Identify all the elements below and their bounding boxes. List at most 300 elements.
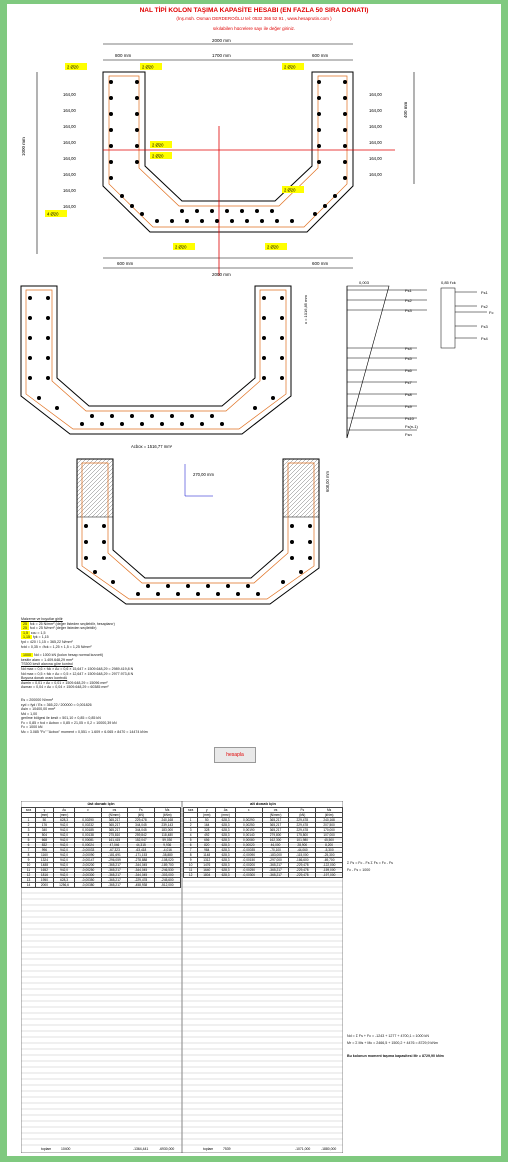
balance-line-2: Mr = Σ Ms + Mc = 2466,5 + 1500,2 + 4476 = 8729,9 kNm <box>347 1041 438 1045</box>
col-header-as-r: As <box>216 808 236 813</box>
fck-input[interactable]: 25 <box>23 621 27 626</box>
table-cell: 101,980 <box>289 838 316 843</box>
results-table-area <box>21 801 343 1153</box>
table-cell: -0,00090 <box>235 853 262 858</box>
table-cell: 628,3 <box>216 818 236 823</box>
table-cell: 628,3 <box>216 873 236 878</box>
col-header-sira-r: sıra <box>184 808 198 813</box>
table-cell: 1804 <box>198 873 216 878</box>
calc-line-6: fyd = 420 / 1,15 = 365,22 N/mm² <box>21 639 73 644</box>
rebar-label-9: 2 Ø20 <box>267 244 279 250</box>
table-cell: -181,691 <box>101 853 127 858</box>
total-fs-right: -1071,000 <box>295 1147 311 1151</box>
right-force-1: Fs1 <box>481 290 488 295</box>
table-cell: -278,888 <box>128 858 154 863</box>
calc-line-7: fctd = 0,35 × √fck = 1,25 × 1,5 = 1,25 N/mm² <box>21 644 92 649</box>
table-cell: 1148 <box>198 853 216 858</box>
rebar-label-2: 2 Ø20 <box>67 64 79 70</box>
total-label-right: toplam <box>203 1147 214 1151</box>
calculate-button[interactable]: hesapla <box>214 747 256 763</box>
table-cell: 12 <box>184 873 198 878</box>
dim-right-flange: 600 mm <box>312 53 329 58</box>
table-cell: -0,00200 <box>75 863 101 868</box>
table-cell: 365,217 <box>262 823 289 828</box>
table-cell: 628,3 <box>216 843 236 848</box>
table-cell: 10 <box>22 863 36 868</box>
channel-outline-2 <box>21 286 291 434</box>
force-6: Fs6 <box>405 368 412 373</box>
force-10: Fs10 <box>405 416 414 421</box>
table-cell: 365,217 <box>101 823 127 828</box>
table-cell: 0,00290 <box>235 818 262 823</box>
table-cell: -229,478 <box>289 863 316 868</box>
table-cell: -0,00380 <box>75 883 101 888</box>
unit-cell: (N/mm²) <box>262 813 289 818</box>
total-label-left: toplam <box>41 1147 52 1151</box>
table-cell: -4,016 <box>154 848 180 853</box>
table-cell: -365,217 <box>101 878 127 883</box>
table-cell: 279,800 <box>262 833 289 838</box>
table-cell: -246,530 <box>154 868 180 873</box>
table-cell: 365,217 <box>262 828 289 833</box>
table-cell: 152,047 <box>128 838 154 843</box>
table-cell: 492 <box>198 833 216 838</box>
table-right-body <box>184 818 343 878</box>
force-n: Fsn <box>405 432 412 437</box>
table-cell: -365,217 <box>262 868 289 873</box>
calc-line-9: kesitin alanı = 1.409.648,29 mm² <box>21 657 74 662</box>
total-ms-right: -1880,000 <box>321 1147 337 1151</box>
table-cell: -0,00300 <box>75 873 101 878</box>
left-value-7: 164,00 <box>63 188 76 193</box>
section-drawing-2 <box>7 278 501 453</box>
calculation-block <box>21 617 261 735</box>
dim-bottom-right: 600 mm <box>312 261 329 266</box>
table-cell: 0,00024 <box>75 843 101 848</box>
col-header-ms: Ms <box>154 808 180 813</box>
calc-line-18: Asin = 10400,00 mm² <box>21 707 56 712</box>
unit-cell: (kN) <box>289 813 316 818</box>
table-cell: 239,143 <box>154 823 180 828</box>
total-ms-left: -6930,000 <box>159 1147 175 1151</box>
table-left-body <box>22 818 181 888</box>
table-cell: 229,478 <box>289 828 316 833</box>
table-cell: 942,0 <box>53 838 75 843</box>
force-n-1: Fs(n-1) <box>405 424 418 429</box>
table-cell: 1950 <box>36 878 54 883</box>
table-cell: 1816 <box>36 873 54 878</box>
col-header-eps-r: ε <box>235 808 262 813</box>
table-cell: 0,00290 <box>75 818 101 823</box>
table-cell: -344,045 <box>128 873 154 878</box>
table-cell: 259,842 <box>128 833 154 838</box>
stress-label: 0,85 f'ck <box>441 280 456 285</box>
table-cell: 942,0 <box>53 863 75 868</box>
table-cell: 340 <box>36 828 54 833</box>
table-cell: -0,00035 <box>235 848 262 853</box>
table-cell: -186,600 <box>289 858 316 863</box>
unit-cell: (kN) <box>128 813 154 818</box>
rebar-label-4: 2 Ø20 <box>152 153 164 159</box>
force-3: Fs3 <box>405 308 412 313</box>
col-header-eps: ε <box>75 808 101 813</box>
rebar-label-3: 2 Ø20 <box>152 142 164 148</box>
rebar-label-8: 2 Ø20 <box>175 244 187 250</box>
force-5: Fs5 <box>405 356 412 361</box>
table-left-grid <box>21 807 181 888</box>
table-cell: -67,323 <box>101 848 127 853</box>
table-cell: 0,00232 <box>75 823 101 828</box>
table-row <box>184 873 343 878</box>
table-cell: 1312 <box>198 858 216 863</box>
section3-dim-2: 608,00 mm <box>325 471 330 492</box>
table-cell: 240,168 <box>154 818 180 823</box>
right-value-6: 164,00 <box>369 172 382 177</box>
table-cell: 3 <box>184 828 198 833</box>
table-cell: 628,3 <box>53 878 75 883</box>
table-cell: 183,000 <box>154 828 180 833</box>
table-right-grid <box>183 807 343 878</box>
table-cell: 240,168 <box>316 818 343 823</box>
channel-inner-3 <box>82 463 314 599</box>
table-cell: 1640 <box>198 868 216 873</box>
table-cell: 28,900 <box>289 843 316 848</box>
table-cell: -245,600 <box>154 878 180 883</box>
table-cell: 164 <box>198 823 216 828</box>
table-cell: 5 <box>22 838 36 843</box>
input-note: sıkılabilen hücrelere sayı ile değer giriniz. <box>212 26 296 31</box>
strain-value: 0,003 <box>359 280 370 285</box>
table-cell: -70,100 <box>262 848 289 853</box>
col-header-sira: sıra <box>22 808 36 813</box>
table-cell: -0,00250 <box>75 868 101 873</box>
left-value-3: 164,00 <box>63 124 76 129</box>
calc-line-3: 25 fcd = 25 N/mm² (değer listeden seçilebilir) <box>23 626 97 631</box>
table-cell: 47,046 <box>101 843 127 848</box>
calc-line-10: TS500 kesit alanına göre kontrol <box>21 662 73 667</box>
table-cell: 3 <box>22 828 36 833</box>
table-cell: -297,000 <box>262 858 289 863</box>
table-cell: 0,00138 <box>75 833 101 838</box>
table-cell: -365,217 <box>101 883 127 888</box>
force-2: Fs2 <box>405 298 412 303</box>
left-value-4: 164,00 <box>63 140 76 145</box>
dim-total-width: 2000 mm <box>212 38 231 43</box>
table-cell: 10 <box>184 863 198 868</box>
col-header-as: As <box>53 808 75 813</box>
channel-inner-2 <box>26 290 286 429</box>
table-cell: -122,000 <box>316 863 343 868</box>
table-cell: 46,000 <box>262 843 289 848</box>
section-drawing-3 <box>7 454 501 614</box>
table-cell: -0,00250 <box>235 868 262 873</box>
fcd-input[interactable]: 25 <box>23 626 27 631</box>
right-value-4: 164,00 <box>369 140 382 145</box>
table-cell: -296,059 <box>101 858 127 863</box>
table-cell: 9 <box>22 858 36 863</box>
neutral-axis-label: x = 1016,85 mm <box>303 295 308 324</box>
table-cell: 942,0 <box>53 858 75 863</box>
table-cell: 2 <box>22 823 36 828</box>
table-cell: 1488 <box>36 863 54 868</box>
force-1: Fs1 <box>405 288 412 293</box>
table-cell: 628,3 <box>216 823 236 828</box>
table-cell: 942,0 <box>53 823 75 828</box>
stress-block <box>441 288 455 348</box>
table-cell: 275,810 <box>101 833 127 838</box>
table-cell: 45,500 <box>316 838 343 843</box>
table-cell: -229,478 <box>289 868 316 873</box>
table-cell: -365,217 <box>262 863 289 868</box>
table-cell: 229,478 <box>128 818 154 823</box>
table-cell: 229,478 <box>289 823 316 828</box>
table-cell: -0,00300 <box>235 873 262 878</box>
compression-zone-left <box>77 459 113 517</box>
table-cell: 628,3 <box>216 838 236 843</box>
compression-zone-right <box>283 459 319 517</box>
table-cell: -229,478 <box>289 873 316 878</box>
table-cell: 628,3 <box>216 828 236 833</box>
table-cell: -365,217 <box>101 868 127 873</box>
table-cell: 832 <box>36 843 54 848</box>
unit-cell: (N/mm²) <box>101 813 127 818</box>
force-4: Fs4 <box>405 346 412 351</box>
table-cell: -365,217 <box>101 863 127 868</box>
table-cell: 504 <box>36 833 54 838</box>
table-cell: 0,00020 <box>235 843 262 848</box>
calc-line-5: 1,15 fyk = 1,15 <box>23 635 49 640</box>
unit-cell: (kNm) <box>154 813 180 818</box>
table-cell: 942,0 <box>53 873 75 878</box>
left-value-2: 164,00 <box>63 108 76 113</box>
calc-line-22: Fc = 1000 kN <box>21 725 43 730</box>
table-cell: 942,0 <box>53 833 75 838</box>
table-cell: 229,478 <box>289 818 316 823</box>
table-cell: -115,000 <box>289 853 316 858</box>
total-as-right: 7539 <box>223 1147 231 1151</box>
table-cell: -171,153 <box>128 853 154 858</box>
table-cell: -365,217 <box>262 873 289 878</box>
table-cell: -0,00350 <box>75 878 101 883</box>
unit-cell: (mm) <box>36 813 54 818</box>
rebar-label-7: 4 Ø20 <box>47 211 59 217</box>
table-cell: 344,045 <box>128 828 154 833</box>
table-cell: 656 <box>198 838 216 843</box>
right-value-3: 164,00 <box>369 124 382 129</box>
col-header-sigma-r: σs <box>262 808 289 813</box>
author-line: (İnş.müh. Osman DERDEROĞLU tel: 0532 366 52 91 , www.hesaprutin.com ) <box>176 16 332 21</box>
table-cell: 942,0 <box>53 828 75 833</box>
right-value-5: 164,00 <box>369 156 382 161</box>
table-cell: 4 <box>184 833 198 838</box>
table-cell: 50 <box>198 818 216 823</box>
nd-input[interactable]: 1000 <box>23 653 31 658</box>
table-cell: 996 <box>36 848 54 853</box>
calc-line-11: Nd max = 0,6 × fck × Ac = 0,6 × 15,647 × 1509.648,29 = 2989.419,8 N <box>21 666 134 671</box>
unit-cell: (mm²) <box>53 813 75 818</box>
table-cell: 14 <box>22 883 36 888</box>
channel-outline-1 <box>103 72 353 232</box>
table-cell: -344,045 <box>128 868 154 873</box>
dim-left-height: 1000 mm <box>21 137 26 156</box>
table-cell: 628,3 <box>216 833 236 838</box>
table-cell: 8,200 <box>316 843 343 848</box>
calc-line-17: εyd = fyd / Es = 365,22 / 200000 = 0,001826 <box>21 702 92 707</box>
col-header-y-r: y <box>198 808 216 813</box>
calc-line-13: Boyuna donatı oranı kontrolü <box>21 676 68 681</box>
table-cell: -512,000 <box>154 883 180 888</box>
table-cell: 207,500 <box>316 823 343 828</box>
table-cell: -69,700 <box>316 858 343 863</box>
left-value-1: 164,00 <box>63 92 76 97</box>
right-force-3: Fs3 <box>481 324 488 329</box>
right-value-1: 164,00 <box>369 92 382 97</box>
table-cell: 1 <box>22 818 36 823</box>
table-cell: -197,000 <box>316 873 343 878</box>
table-cell: 5 <box>184 838 198 843</box>
ecu-input[interactable]: 1,5 <box>23 630 28 635</box>
calc-line-23: Mc = 3.085 "Fc" "Acbox" moment = 0,551 × 1.609 × 6.065 × 8470 = 14474 kNm <box>21 730 148 735</box>
calc-line-1: Malzeme ve boyutlar girilir <box>21 617 63 621</box>
table-cell: -5,300 <box>316 848 343 853</box>
table-cell: 628,3 <box>216 868 236 873</box>
table-cell: 118,480 <box>154 833 180 838</box>
right-force-2: Fs2 <box>481 304 488 309</box>
table-cell: -183,000 <box>262 853 289 858</box>
table-cell: 984 <box>198 848 216 853</box>
table-cell: 13 <box>22 878 36 883</box>
table-cell: 942,0 <box>53 848 75 853</box>
table-cell: 942,0 <box>53 868 75 873</box>
dim-left-flange: 800 mm <box>115 53 132 58</box>
calc-line-19: Md = 1,00 <box>21 711 38 716</box>
table-cell: 365,217 <box>101 828 127 833</box>
table-cell: -344,045 <box>128 863 154 868</box>
force-8: Fs8 <box>405 392 412 397</box>
dim-bottom-left: 600 mm <box>117 261 134 266</box>
table-cell: 8 <box>22 853 36 858</box>
table-cell: 50 <box>36 818 54 823</box>
table-cell: -108,020 <box>154 858 180 863</box>
table-cell: 6 <box>184 843 198 848</box>
table-cell: 668 <box>36 838 54 843</box>
table-cell: 344,045 <box>128 823 154 828</box>
table-cell: 1 <box>184 818 198 823</box>
worksheet <box>7 4 501 1156</box>
table-left-title: üst donatı için <box>87 801 115 806</box>
table-cell: 7 <box>184 848 198 853</box>
table-cell: -365,217 <box>101 873 127 878</box>
col-header-y: y <box>36 808 54 813</box>
total-fs-left: -1364,441 <box>133 1147 149 1151</box>
left-value-6: 164,00 <box>63 172 76 177</box>
table-cell: 628,3 <box>216 858 236 863</box>
dim-inner-width: 1700 mm <box>212 53 231 58</box>
right-force-c: Fc <box>489 310 494 315</box>
table-cell: -303,000 <box>154 873 180 878</box>
calc-line-20: gerilme bölgesi ile kesit = 501,10 × 0,85 = 0,85 kN <box>21 716 101 721</box>
calc-line-14: Asmin = 0,01 × Ac = 0,01 × 1509.648,29 = 15096 mm² <box>21 680 108 685</box>
table-cell: 8 <box>184 853 198 858</box>
table-cell: -229,478 <box>128 878 154 883</box>
force-9: Fs9 <box>405 404 412 409</box>
dim-right-height: 400 mm <box>403 101 408 118</box>
table-cell: 1652 <box>36 868 54 873</box>
calc-line-21: Fc = 0,85 × fcd × Acbox = 0,85 × 21,05 × 0,2 = 10000,39 kN <box>21 720 117 725</box>
table-cell: 6 <box>22 843 36 848</box>
col-header-fs-r: Fs <box>289 808 316 813</box>
table-cell: 365,217 <box>262 818 289 823</box>
calc-line-15: Asmax = 0,04 × Ac = 0,04 × 1509.648,29 = 60385 mm² <box>21 685 109 690</box>
unit-cell: (mm²) <box>216 813 236 818</box>
table-row <box>22 883 181 888</box>
table-cell: 107,000 <box>316 833 343 838</box>
force-7: Fs7 <box>405 380 412 385</box>
table-cell: 1160 <box>36 853 54 858</box>
right-force-4: Fs4 <box>481 336 488 341</box>
col-header-sigma: σs <box>101 808 127 813</box>
table-cell: 2000 <box>36 883 54 888</box>
table-cell: 2 <box>184 823 198 828</box>
table-cell: 175,800 <box>289 833 316 838</box>
table-cell: -189,700 <box>154 863 180 868</box>
table-cell: 628,3 <box>216 863 236 868</box>
table-right <box>183 801 343 878</box>
left-value-8: 164,00 <box>63 204 76 209</box>
table-cell: 44,315 <box>128 843 154 848</box>
table-cell: -44,060 <box>289 848 316 853</box>
left-value-5: 164,00 <box>63 156 76 161</box>
table-cell: 1324 <box>36 858 54 863</box>
area-label: Acbox = 1516,77 mm² <box>131 444 173 449</box>
table-cell: 170,000 <box>316 828 343 833</box>
fyk-input[interactable]: 1,15 <box>23 635 30 640</box>
table-cell: 7 <box>22 848 36 853</box>
table-cell: 162,300 <box>262 838 289 843</box>
table-cell: 1256,6 <box>53 883 75 888</box>
table-cell: 12 <box>22 873 36 878</box>
table-cell: 942,0 <box>53 843 75 848</box>
rebar-label-1: 2 Ø20 <box>142 64 154 70</box>
table-cell: 0,00140 <box>235 833 262 838</box>
table-cell: 628,3 <box>53 818 75 823</box>
calc-line-2: 25 fck = 25 N/mm² (değer listeden seçilebilir, hesaplanır) <box>23 621 115 626</box>
page-title: NAL TİPİ KOLON TAŞIMA KAPASİTE HESABI (EN FAZLA 50 SIRA DONATI) <box>139 7 369 14</box>
table-cell: -0,00150 <box>235 858 262 863</box>
table-cell: 4 <box>22 833 36 838</box>
col-header-fs: Fs <box>128 808 154 813</box>
table-cell: 161,415 <box>101 838 127 843</box>
rebar-label-6: 2 Ø20 <box>284 187 296 193</box>
side-note-2: Fc - Fs = 1000 <box>347 868 371 872</box>
side-note-1: Σ Fs = Fc - Fs Σ Fs = Fc - Fs <box>347 861 393 865</box>
table-cell: 365,217 <box>101 818 127 823</box>
calc-line-4: 1,5 εcu = 1,5 <box>23 630 46 635</box>
table-right-title: alt donatı için <box>250 801 276 806</box>
table-cell: 59,030 <box>154 838 180 843</box>
table-cell: -63,418 <box>128 848 154 853</box>
table-cell: -25,300 <box>316 853 343 858</box>
table-cell: -0,00200 <box>235 863 262 868</box>
table-cell: 11 <box>184 868 198 873</box>
table-cell: 0,00185 <box>75 828 101 833</box>
calc-line-16: Es = 200000 N/mm² <box>21 697 54 702</box>
calc-line-8: 1000 Nd = 1000 kN (kolon hesap normal kuvveti) <box>23 653 104 658</box>
table-left <box>21 801 181 888</box>
calc-line-12: Nd max = 0,5 × fck × Ac = 0,5 × 12,647 × 1509.648,29 = 2977.973,8 N <box>21 671 134 676</box>
table-cell: -0,00147 <box>75 858 101 863</box>
balance-line-1: Nd = Σ Fs + Fc = -1243 + 1277 + 4700,1 = 1000 kN <box>347 1034 429 1038</box>
